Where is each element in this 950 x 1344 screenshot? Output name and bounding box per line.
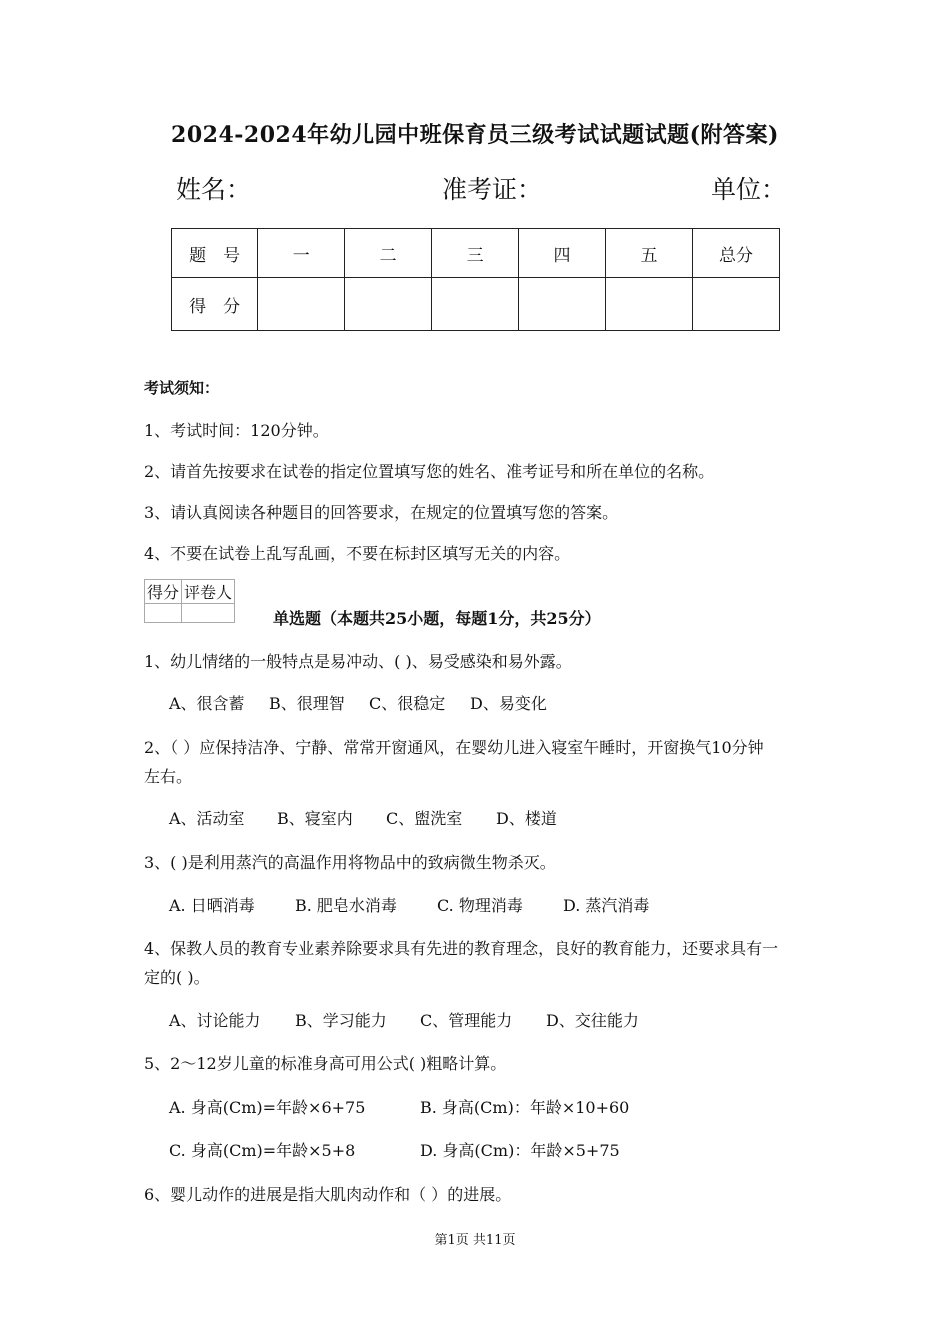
grader-score-label: 得分 <box>145 580 182 604</box>
score-header-cell: 二 <box>345 229 432 278</box>
question-option[interactable]: D. 身高(Cm)：年龄×5+75 <box>420 1141 620 1160</box>
question-option[interactable]: B、寝室内 <box>277 809 353 828</box>
score-cell[interactable] <box>519 278 606 331</box>
score-cell[interactable] <box>345 278 432 331</box>
question-option[interactable]: A、讨论能力 <box>169 1011 261 1030</box>
score-cell[interactable] <box>432 278 519 331</box>
question-text: 4、保教人员的教育专业素养除要求具有先进的教育理念，良好的教育能力，还要求具有一 <box>144 939 779 958</box>
question-text-continued: 定的( )。 <box>144 968 210 987</box>
page-title: 2024-2024年幼儿园中班保育员三级考试试题试题(附答案) <box>171 122 779 148</box>
question-option[interactable]: B、学习能力 <box>295 1011 387 1030</box>
notice-heading: 考试须知： <box>144 379 220 397</box>
grader-score-cell[interactable] <box>145 604 182 623</box>
notice-item: 2、请首先按要求在试卷的指定位置填写您的姓名、准考证号和所在单位的名称。 <box>144 462 715 481</box>
score-header-cell: 题 号 <box>172 229 258 278</box>
question-option[interactable]: C、管理能力 <box>420 1011 513 1030</box>
question-option[interactable]: D、易变化 <box>470 694 547 713</box>
question-text: 6、婴儿动作的进展是指大肌肉动作和（ ）的进展。 <box>144 1185 512 1204</box>
score-table-score-row <box>172 278 780 331</box>
grader-name-cell[interactable] <box>182 604 235 623</box>
question-option[interactable]: C、很稳定 <box>369 694 446 713</box>
question-text: 3、( )是利用蒸汽的高温作用将物品中的致病微生物杀灭。 <box>144 853 556 872</box>
name-field-label: 姓名： <box>176 175 252 204</box>
question-option[interactable]: A、活动室 <box>169 809 245 828</box>
question-option[interactable]: C. 身高(Cm)=年龄×5+8 <box>169 1141 356 1160</box>
question-option[interactable]: B、很理智 <box>269 694 345 713</box>
score-table <box>171 228 780 331</box>
score-header-cell: 四 <box>519 229 606 278</box>
question-option[interactable]: D. 蒸汽消毒 <box>563 896 650 915</box>
score-row-label: 得 分 <box>172 278 258 331</box>
section-heading: 单选题（本题共25小题，每题1分，共25分） <box>273 609 601 628</box>
question-option[interactable]: D、楼道 <box>496 809 557 828</box>
notice-item: 4、不要在试卷上乱写乱画，不要在标封区填写无关的内容。 <box>144 544 571 563</box>
question-text-continued: 左右。 <box>144 767 193 786</box>
score-header-cell: 五 <box>606 229 693 278</box>
question-option[interactable]: D、交往能力 <box>546 1011 639 1030</box>
exam-id-field-label: 准考证： <box>442 175 543 204</box>
question-option[interactable]: A. 日晒消毒 <box>169 896 255 915</box>
score-header-cell: 一 <box>258 229 345 278</box>
question-option[interactable]: B. 肥皂水消毒 <box>295 896 397 915</box>
question-option[interactable]: A. 身高(Cm)=年龄×6+75 <box>169 1098 366 1117</box>
grader-box <box>144 579 235 623</box>
score-header-cell: 总分 <box>692 229 779 278</box>
score-table-header-row <box>172 229 780 278</box>
question-option[interactable]: A、很含蓄 <box>169 694 245 713</box>
unit-field-label: 单位： <box>711 175 787 204</box>
score-header-cell: 三 <box>432 229 519 278</box>
question-option[interactable]: B. 身高(Cm)：年龄×10+60 <box>420 1098 630 1117</box>
notice-item: 1、考试时间：120分钟。 <box>144 421 329 440</box>
notice-item: 3、请认真阅读各种题目的回答要求，在规定的位置填写您的答案。 <box>144 503 619 522</box>
question-option[interactable]: C. 物理消毒 <box>437 896 523 915</box>
question-text: 1、幼儿情绪的一般特点是易冲动、( )、易受感染和易外露。 <box>144 652 572 671</box>
score-cell[interactable] <box>692 278 779 331</box>
score-cell[interactable] <box>258 278 345 331</box>
question-text: 5、2～12岁儿童的标准身高可用公式( )粗略计算。 <box>144 1054 507 1073</box>
grader-name-label: 评卷人 <box>182 580 235 604</box>
question-text: 2、（ ）应保持洁净、宁静、常常开窗通风，在婴幼儿进入寝室午睡时，开窗换气10分钟 <box>144 738 764 757</box>
score-cell[interactable] <box>606 278 693 331</box>
question-option[interactable]: C、盥洗室 <box>386 809 463 828</box>
page-footer: 第1页 共11页 <box>434 1233 516 1248</box>
